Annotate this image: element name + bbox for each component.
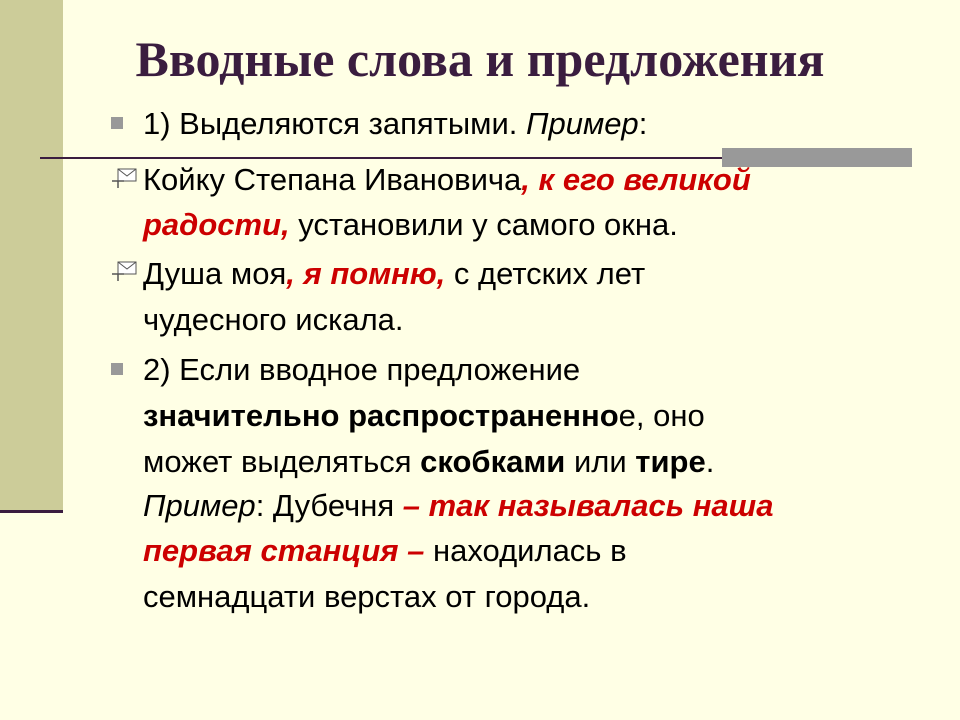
- bullet-2-text: е, оно: [618, 398, 705, 433]
- example-2-line-1: [143, 258, 645, 289]
- bullet-1-colon: :: [638, 106, 648, 141]
- bullet-2-line-1: 2) Если вводное предложение: [143, 352, 581, 387]
- bullet-2-brackets-word: скобками: [420, 444, 566, 479]
- bullet-2-text: .: [705, 444, 715, 479]
- bullet-2-text: находилась в: [424, 533, 627, 568]
- example-2-text-b: с детских лет: [445, 256, 646, 291]
- bullet-2-line-5: [143, 535, 627, 566]
- bullet-2-line-2: [143, 400, 705, 431]
- square-bullet-icon: [111, 117, 123, 129]
- bullet-2-bold-phrase: значительно распространенно: [143, 398, 619, 433]
- example-1-text-b: установили у самого окна.: [289, 207, 678, 242]
- example-1-insert-b: радости,: [143, 207, 290, 242]
- example-2-insert: , я помню,: [286, 256, 446, 291]
- example-2-line-2: чудесного искала.: [143, 302, 404, 337]
- bullet-1-example-label: Пример: [526, 106, 639, 141]
- bullet-2-text: : Дубечня: [255, 488, 403, 523]
- bullet-1-text: [143, 108, 647, 139]
- bullet-2-dash-word: тире: [635, 444, 706, 479]
- square-bullet-icon: [111, 363, 123, 375]
- mailbox-icon: [110, 260, 138, 282]
- bullet-2-line-3: [143, 446, 714, 477]
- example-1-line-1: [143, 164, 751, 195]
- sidebar-underline: [0, 510, 63, 513]
- bullet-2-insert-a: – так называлась наша: [402, 488, 774, 523]
- example-1-insert-a: , к его великой: [521, 162, 751, 197]
- bullet-2-text: или: [565, 444, 636, 479]
- bullet-2-example-label: Пример: [143, 488, 256, 523]
- bullet-2-line-6: семнадцати верстах от города.: [143, 579, 591, 614]
- example-1-text-a: Койку Степана Ивановича: [143, 162, 522, 197]
- bullet-1-lead: 1) Выделяются запятыми.: [143, 106, 526, 141]
- example-2-text-a: Душа моя: [143, 256, 287, 291]
- slide-title: Вводные слова и предложения: [135, 31, 825, 87]
- example-1-line-2: [143, 209, 678, 240]
- bullet-2-line-4: [143, 490, 773, 521]
- bullet-2-insert-b: первая станция –: [143, 533, 425, 568]
- mailbox-icon: [110, 167, 138, 189]
- bullet-2-text: может выделяться: [143, 444, 421, 479]
